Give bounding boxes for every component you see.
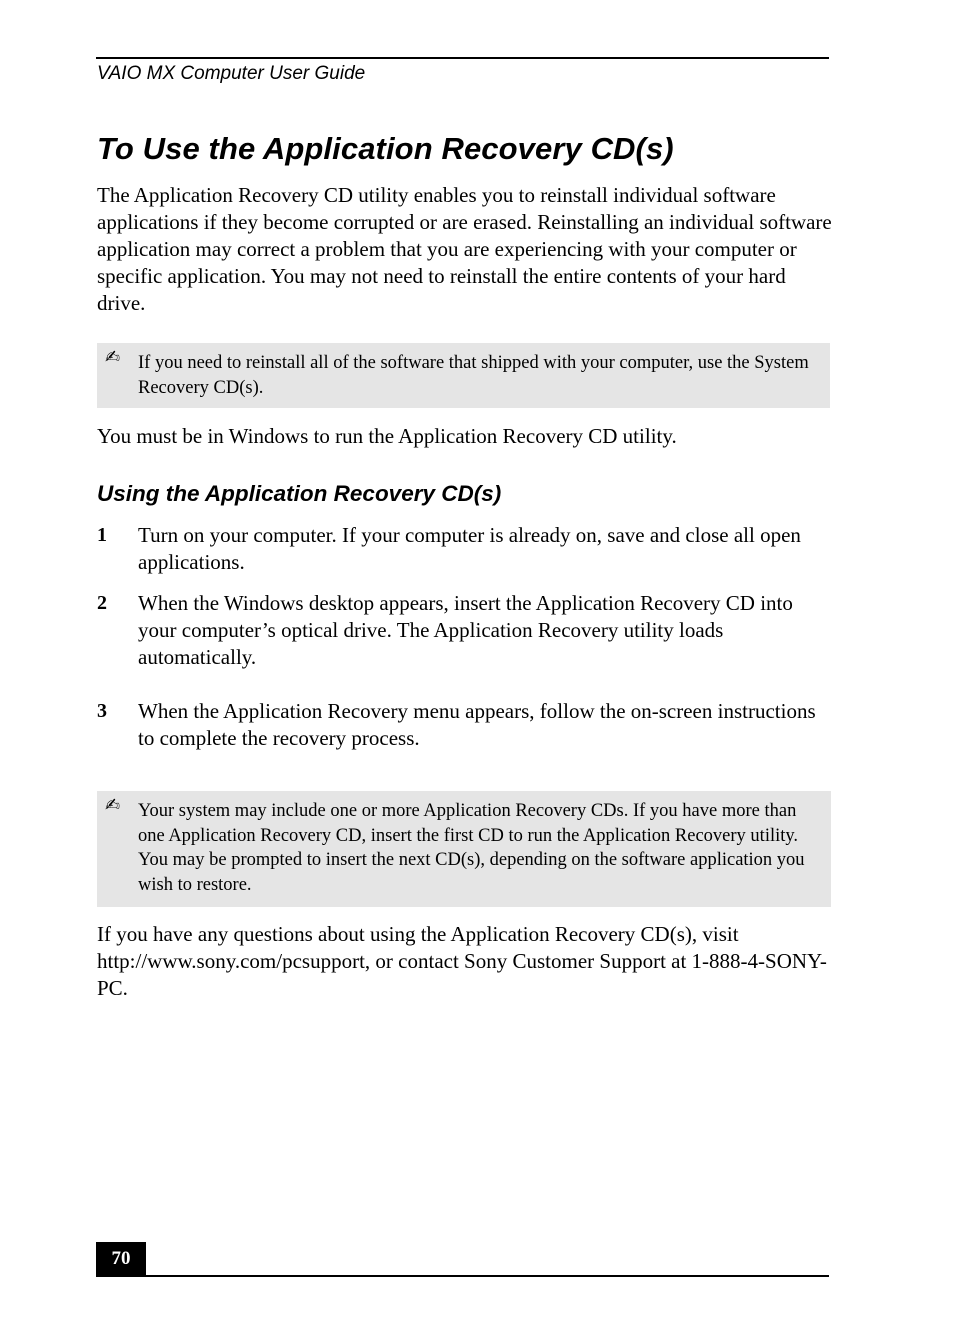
step-text: When the Application Recovery menu appears, follow the on-screen instructions to complete the recovery process. (138, 699, 816, 750)
note-box (97, 343, 830, 408)
step-text: Turn on your computer. If your computer is already on, save and close all open applications. (138, 523, 801, 574)
step-number: 2 (97, 592, 107, 614)
intro-paragraph: The Application Recovery CD utility enables you to reinstall individual software applications if they become corrupted or are erased. Reinstalling an individual software application may correct a problem that you are experiencing with your computer or specific application. You may not need to reinstall the entire contents of your hard drive. (97, 183, 832, 315)
step-number: 1 (97, 524, 107, 546)
section-heading: Using the Application Recovery CD(s) (97, 481, 502, 506)
running-head: VAIO MX Computer User Guide (97, 63, 366, 84)
windows-requirement: You must be in Windows to run the Application Recovery CD utility. (97, 424, 677, 448)
note-box (97, 791, 831, 907)
bottom-rule (96, 1275, 829, 1277)
note-text: Your system may include one or more Application Recovery CDs. If you have more than one Application Recovery CD, insert the first CD to run the Application Recovery utility. You may be prompted to insert the next CD(s), depending on the software application you wish to restore. (138, 801, 805, 895)
step-text: When the Windows desktop appears, insert the Application Recovery CD into your computer’s optical drive. The Application Recovery utility loads automatically. (138, 591, 793, 669)
note-pencil-icon: ✍ (105, 347, 121, 368)
page-title: To Use the Application Recovery CD(s) (97, 131, 674, 166)
step-number: 3 (97, 700, 107, 722)
page-number: 70 (96, 1242, 146, 1276)
note-text: If you need to reinstall all of the software that shipped with your computer, use the System Recovery CD(s). (138, 353, 809, 398)
note-pencil-icon: ✍ (105, 795, 121, 816)
closing-paragraph: If you have any questions about using the Application Recovery CD(s), visit http://www.sony.com/pcsupport, or contact Sony Customer Support at 1-888-4-SONY-PC. (97, 922, 827, 1000)
top-rule (96, 57, 829, 59)
